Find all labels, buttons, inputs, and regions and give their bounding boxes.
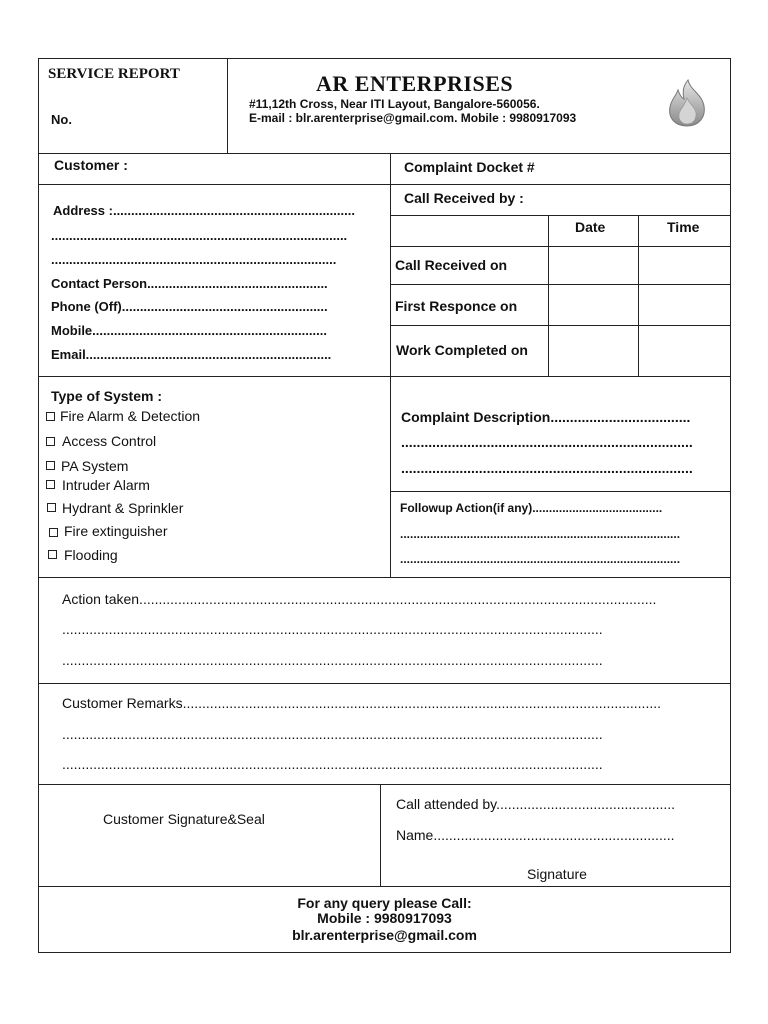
frame-right	[730, 58, 731, 952]
remarks-top-line	[38, 683, 731, 684]
system-checkbox-1[interactable]	[46, 412, 55, 421]
flame-icon	[664, 78, 710, 128]
complaint-description-field: Complaint Description....................................	[401, 409, 691, 425]
system-checkbox-3[interactable]	[46, 461, 55, 470]
header-bottom-line	[38, 153, 731, 154]
system-item-1: Fire Alarm & Detection	[60, 408, 201, 424]
followup-action-line-2: ....................................................................................	[400, 527, 681, 541]
first-response-on-label: First Responce on	[395, 298, 518, 314]
date-table-row1-line	[390, 284, 731, 285]
system-checkbox-2[interactable]	[46, 437, 55, 446]
system-item-2: Access Control	[62, 433, 157, 449]
frame-bottom	[38, 952, 731, 953]
date-col-divider	[548, 215, 549, 376]
system-checkbox-5[interactable]	[47, 503, 56, 512]
header-divider	[227, 58, 228, 153]
action-taken-line-2: ...........................................................................................................................................	[62, 621, 603, 637]
customer-docket-divider	[390, 153, 391, 577]
system-item-5: Hydrant & Sprinkler	[62, 500, 184, 516]
customer-remarks-line-3: ...........................................................................................................................................	[62, 756, 603, 772]
system-checkbox-6[interactable]	[49, 528, 58, 537]
phone-off-field: Phone (Off).........................................................	[51, 299, 328, 314]
frame-top	[38, 58, 731, 59]
mobile-field: Mobile.................................................................	[51, 323, 327, 338]
followup-action-field: Followup Action(if any).......................................	[400, 501, 663, 515]
footer-email: blr.arenterprise@gmail.com	[292, 927, 477, 943]
action-taken-field: Action taken.....................................................................................................................................	[62, 591, 657, 607]
signature-divider	[380, 784, 381, 886]
engineer-name-field: Name..............................................................	[396, 827, 675, 843]
system-item-4: Intruder Alarm	[62, 477, 150, 493]
customer-row-line	[38, 184, 731, 185]
work-completed-on-label: Work Completed on	[396, 342, 528, 358]
footer-mobile: Mobile : 9980917093	[317, 910, 452, 926]
action-top-line	[38, 577, 731, 578]
report-number-label: No.	[51, 112, 72, 127]
followup-action-line-3: ....................................................................................	[400, 552, 681, 566]
date-header: Date	[575, 219, 606, 235]
footer-top-line	[38, 886, 731, 887]
contact-person-field: Contact Person..................................................	[51, 276, 328, 291]
system-item-6: Fire extinguisher	[64, 523, 168, 539]
time-header: Time	[667, 219, 700, 235]
complaint-description-line-2: ...........................................................................	[401, 434, 693, 450]
address-line-2: ..................................................................................	[51, 228, 348, 243]
customer-label: Customer :	[54, 157, 128, 173]
action-taken-line-3: ...........................................................................................................................................	[62, 652, 603, 668]
address-line-1: Address :...................................................................	[53, 203, 355, 218]
footer-query-line: For any query please Call:	[297, 895, 472, 911]
date-table-top	[390, 215, 731, 216]
call-attended-by-field: Call attended by..............................................	[396, 796, 676, 812]
address-line-3: ...............................................................................	[51, 252, 337, 267]
system-checkbox-7[interactable]	[48, 550, 57, 559]
date-table-row2-line	[390, 325, 731, 326]
signature-top-line	[38, 784, 731, 785]
call-received-by-label: Call Received by :	[404, 190, 524, 206]
company-contact: E-mail : blr.arenterprise@gmail.com. Mobile : 9980917093	[249, 111, 577, 125]
system-title: Type of System :	[51, 388, 162, 404]
followup-top-line	[390, 491, 731, 492]
company-name: AR ENTERPRISES	[316, 71, 514, 96]
company-address: #11,12th Cross, Near ITI Layout, Bangalore-560056.	[249, 97, 540, 111]
date-table-header-line	[390, 246, 731, 247]
engineer-signature-label: Signature	[527, 866, 587, 882]
customer-remarks-line-2: ...........................................................................................................................................	[62, 726, 603, 742]
complaint-description-line-3: ...........................................................................	[401, 460, 693, 476]
system-item-7: Flooding	[64, 547, 118, 563]
customer-signature-label: Customer Signature&Seal	[103, 811, 265, 827]
time-col-divider	[638, 215, 639, 376]
system-top-line	[38, 376, 731, 377]
call-received-on-label: Call Received on	[395, 257, 508, 273]
email-field: Email....................................................................	[51, 347, 332, 362]
system-item-3: PA System	[61, 458, 129, 474]
system-checkbox-4[interactable]	[46, 480, 55, 489]
complaint-docket-label: Complaint Docket #	[404, 159, 535, 175]
frame-left	[38, 58, 39, 952]
customer-remarks-field: Customer Remarks...........................................................................................................................	[62, 695, 662, 711]
service-report-title: SERVICE REPORT	[48, 66, 180, 82]
